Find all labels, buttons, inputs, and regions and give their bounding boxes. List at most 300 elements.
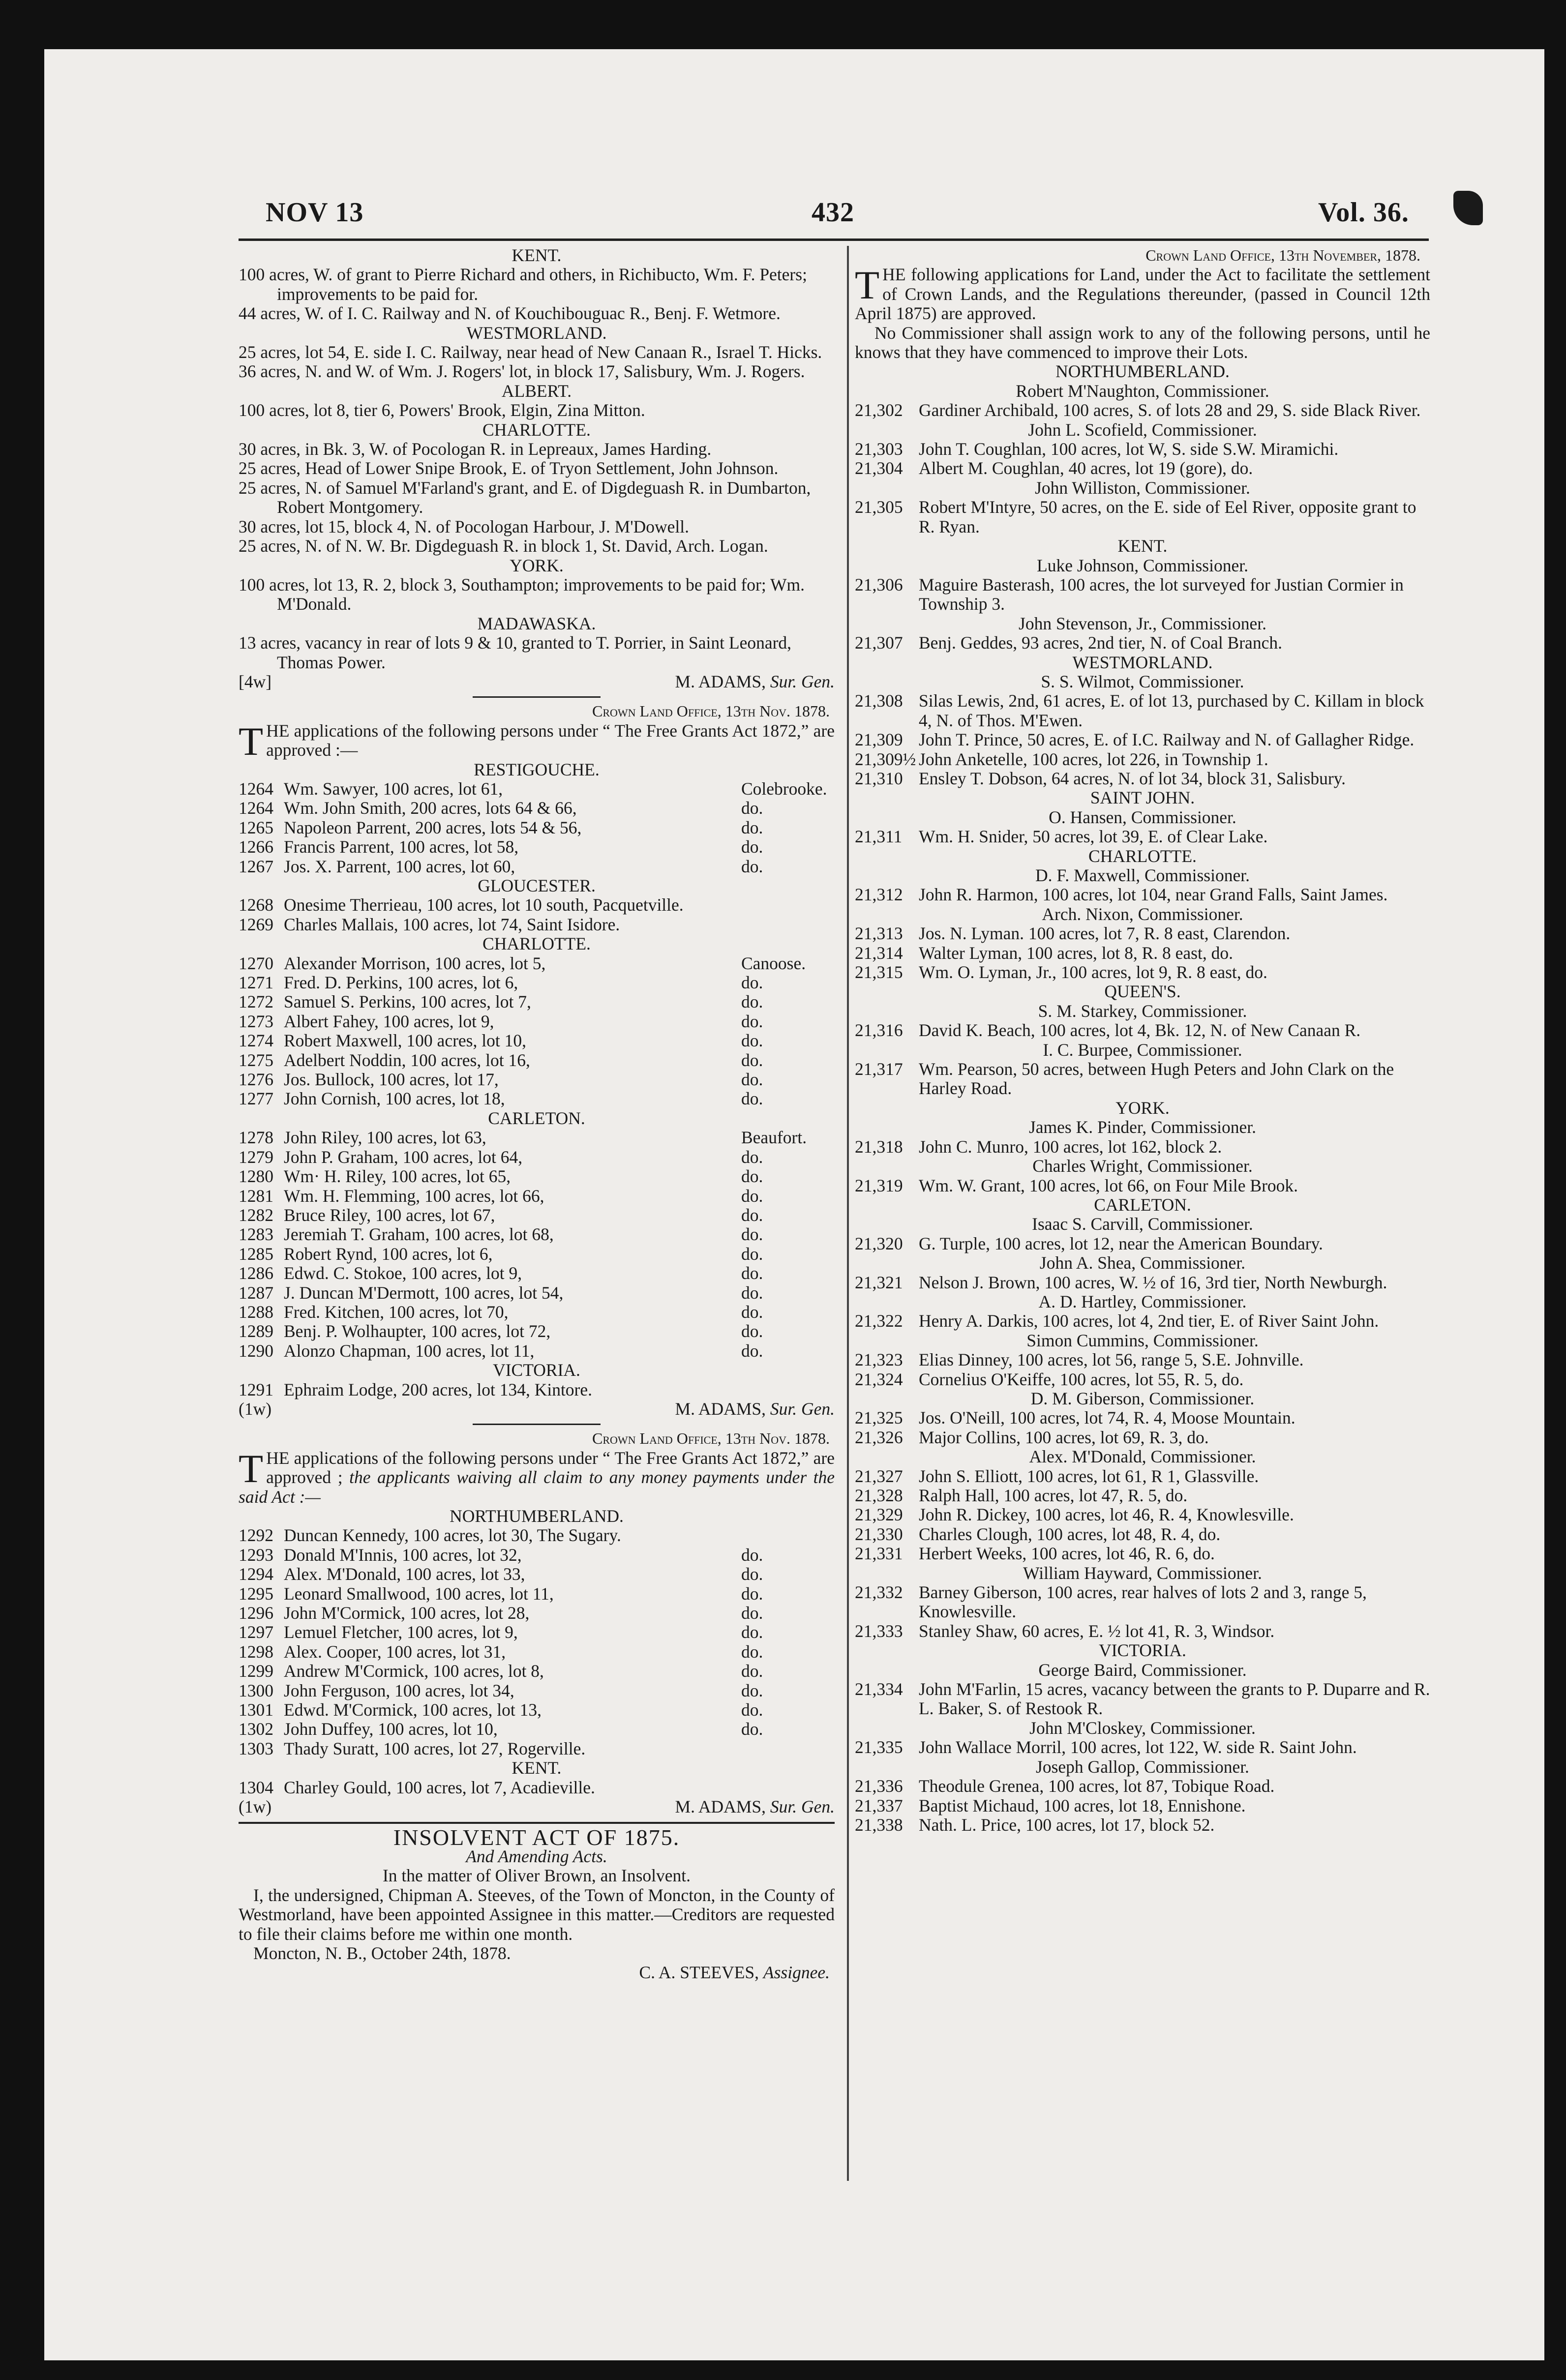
entry-text: Jos. X. Parrent, 100 acres, lot 60, [284,856,515,876]
application-entry [855,1544,1430,1563]
commissioner-name: John Stevenson, Jr., Commissioner. [1019,613,1266,633]
entry-place: do. [741,837,763,857]
notice-matter: In the matter of Oliver Brown, an Insolvent. [382,1866,691,1886]
application-entry [855,885,1430,904]
entry-number: 1278 [239,1128,273,1148]
entry-text: Jos. Bullock, 100 acres, lot 17, [284,1070,499,1090]
application-text: Robert M'Intyre, 50 acres, on the E. side of Eel River, opposite grant to R. Ryan. [919,497,1416,536]
entry-text: Wm. John Smith, 200 acres, lots 64 & 66, [284,798,577,818]
entry-place: do. [741,1282,763,1303]
entry-number: 1288 [239,1302,273,1322]
signer-title: Sur. Gen. [770,1797,835,1817]
gazette-page [44,49,1544,2360]
entry-text: Andrew M'Cormick, 100 acres, lot 8, [284,1661,544,1681]
land-entry: 100 acres, lot 13, R. 2, block 3, Southampton; improvements to be paid for; Wm. M'Donald. [239,574,805,614]
application-entry [855,633,1430,653]
signer-name: M. ADAMS, [675,1797,766,1817]
application-number: 21,309½ [855,749,916,769]
application-number: 21,318 [855,1136,903,1157]
grant-entry [239,1187,835,1206]
entry-place: do. [741,1224,763,1245]
entry-number: 1297 [239,1622,273,1642]
commissioner-name: S. S. Wilmot, Commissioner. [1041,671,1244,691]
entry-place: do. [741,1031,763,1051]
land-entry: 25 acres, lot 54, E. side I. C. Railway, near head of New Canaan R., Israel T. Hicks. [239,342,822,362]
application-number: 21,338 [855,1815,903,1835]
entry-place: do. [741,1147,763,1167]
grant-entry [239,1225,835,1244]
application-number: 21,321 [855,1272,903,1292]
application-number: 21,322 [855,1311,903,1331]
free-grants-list-1 [239,760,835,1399]
application-text: Nelson J. Brown, 100 acres, W. ½ of 16, 3rd tier, North Newburgh. [919,1272,1387,1292]
application-text: John R. Dickey, 100 acres, lot 46, R. 4, Knowlesville. [919,1505,1294,1525]
entry-place: do. [741,1545,763,1565]
grant-entry [239,1148,835,1167]
intro-text: HE applications of the following persons under “ The Free Grants Act 1872,” are approved :— [266,720,835,760]
application-text: Ensley T. Dobson, 64 acres, N. of lot 34, block 31, Salisbury. [919,768,1346,788]
entry-text: Alonzo Chapman, 100 acres, lot 11, [284,1340,535,1361]
grant-entry [239,1089,835,1108]
application-text: G. Turple, 100 acres, lot 12, near the American Boundary. [919,1233,1323,1253]
section-heading: QUEEN'S. [1104,982,1181,1002]
entry-text: John Duffey, 100 acres, lot 10, [284,1719,498,1739]
entry-text: Alexander Morrison, 100 acres, lot 5, [284,953,546,973]
entry-text: Francis Parrent, 100 acres, lot 58, [284,837,519,857]
application-entry [855,1467,1430,1486]
section-rule [473,696,601,698]
entry-place: Canoose. [741,953,806,973]
section-heading: KENT. [512,245,562,265]
entry-place: do. [741,798,763,818]
commissioner-name: Simon Cummins, Commissioner. [1026,1330,1259,1350]
signer-name: M. ADAMS, [675,671,766,691]
entry-number: 1294 [239,1564,273,1584]
entry-number: 1289 [239,1321,273,1341]
application-number: 21,311 [855,827,903,847]
entry-text: Duncan Kennedy, 100 acres, lot 30, The Sugary. [284,1525,621,1546]
entry-place: do. [741,1340,763,1361]
entry-text: Robert Maxwell, 100 acres, lot 10, [284,1031,526,1051]
application-number: 21,333 [855,1621,903,1641]
entry-number: 1301 [239,1700,273,1720]
application-text: John R. Harmon, 100 acres, lot 104, near Grand Falls, Saint James. [919,885,1388,905]
ink-blot-icon [1453,191,1483,225]
entry-place: do. [741,1719,763,1739]
grant-entry [239,1245,835,1264]
commissioner-name: John L. Scofield, Commissioner. [1028,419,1257,440]
grant-entry [239,1322,835,1341]
application-entry [855,1583,1430,1622]
application-entry [855,1370,1430,1389]
entry-number: 1293 [239,1545,273,1565]
application-number: 21,319 [855,1175,903,1195]
application-entry [855,401,1430,420]
entry-place [741,1526,835,1545]
land-entry: 13 acres, vacancy in rear of lots 9 & 10, granted to T. Porrier, in Saint Leonard, Thomas Power. [239,633,792,672]
application-number: 21,313 [855,923,903,944]
land-entry: 25 acres, Head of Lower Snipe Brook, E. of Tryon Settlement, John Johnson. [239,458,779,478]
entry-number: 1264 [239,798,273,818]
application-text: Wm. H. Snider, 50 acres, lot 39, E. of Clear Lake. [919,827,1268,847]
application-number: 21,323 [855,1350,903,1370]
entry-number: 1272 [239,992,273,1012]
application-text: Major Collins, 100 acres, lot 69, R. 3, do. [919,1427,1209,1447]
grant-entry [239,1526,835,1545]
application-text: Benj. Geddes, 93 acres, 2nd tier, N. of Coal Branch. [919,633,1282,653]
application-text: Charles Clough, 100 acres, lot 48, R. 4, do. [919,1524,1221,1544]
entry-number: 1279 [239,1147,273,1167]
application-number: 21,324 [855,1369,903,1389]
entry-text: Charles Mallais, 100 acres, lot 74, Saint Isidore. [284,914,620,934]
application-entry [855,1815,1430,1835]
entry-place: do. [741,1680,763,1700]
office-dateline: Crown Land Office, 13th November, 1878. [1145,246,1420,264]
intro-paragraph [239,1446,835,1507]
grant-entry [239,1264,835,1283]
entry-text: Ephraim Lodge, 200 acres, lot 134, Kintore. [284,1379,593,1399]
entry-number: 1280 [239,1166,273,1187]
application-number: 21,326 [855,1427,903,1447]
application-text: Gardiner Archibald, 100 acres, S. of lots 28 and 29, S. side Black River. [919,400,1421,420]
signer-title: Sur. Gen. [770,1398,835,1419]
entry-text: John M'Cormick, 100 acres, lot 28, [284,1603,530,1623]
entry-place: do. [741,1186,763,1206]
land-entry: 100 acres, W. of grant to Pierre Richard and others, in Richibucto, Wm. F. Peters; improvements to be paid for. [239,265,807,304]
application-entry [855,1738,1430,1757]
application-text: Elias Dinney, 100 acres, lot 56, range 5, S.E. Johnville. [919,1350,1304,1370]
land-entry: 30 acres, in Bk. 3, W. of Pocologan R. in Lepreaux, James Harding. [239,439,712,459]
intro-emphasis: the applicants waiving all claim to any money payments under the said Act :— [239,1467,835,1507]
commissioner-name: Joseph Gallop, Commissioner. [1036,1756,1249,1777]
grant-entry [239,1206,835,1225]
section-heading: NORTHUMBERLAND. [1055,361,1230,382]
section-heading: VICTORIA. [493,1360,580,1380]
application-entry [855,1060,1430,1099]
commissioner-name: S. M. Starkey, Commissioner. [1038,1001,1247,1021]
application-entry [855,1350,1430,1369]
entry-text: Alex. M'Donald, 100 acres, lot 33, [284,1564,525,1584]
entry-text: John P. Graham, 100 acres, lot 64, [284,1147,523,1167]
grant-entry [239,1565,835,1584]
application-text: David K. Beach, 100 acres, lot 4, Bk. 12, N. of New Canaan R. [919,1020,1361,1041]
land-entry: 100 acres, lot 8, tier 6, Powers' Brook, Elgin, Zina Mitton. [239,400,645,420]
entry-place: do. [741,1603,763,1623]
grant-entry [239,1778,835,1797]
entry-place: do. [741,1205,763,1225]
application-entry [855,827,1430,846]
entry-text: Edwd. M'Cormick, 100 acres, lot 13, [284,1700,542,1720]
notice-date: Moncton, N. B., October 24th, 1878. [253,1943,511,1963]
entry-place: Beaufort. [741,1128,807,1148]
grant-entry [239,1070,835,1089]
application-text: John Anketelle, 100 acres, lot 226, in Township 1. [919,749,1268,769]
entry-number: 1290 [239,1340,273,1361]
entry-text: Fred. Kitchen, 100 acres, lot 70, [284,1302,509,1322]
application-number: 21,308 [855,691,903,711]
application-entry [855,1176,1430,1195]
application-text: John M'Farlin, 15 acres, vacancy between the grants to P. Duparre and R. L. Baker, S. of Restook R. [919,1679,1430,1719]
entry-text: Samuel S. Perkins, 100 acres, lot 7, [284,992,531,1012]
entry-number: 1264 [239,778,273,799]
application-number: 21,331 [855,1544,903,1564]
application-entry [855,924,1430,943]
commissioner-name: I. C. Burpee, Commissioner. [1043,1040,1242,1060]
application-number: 21,317 [855,1059,903,1079]
application-number: 21,335 [855,1737,903,1757]
section-heading: YORK. [510,555,564,575]
application-entry [855,1680,1430,1719]
application-entry [855,459,1430,478]
entry-text: Lemuel Fletcher, 100 acres, lot 9, [284,1622,518,1642]
section-heading: SAINT JOHN. [1090,788,1195,808]
commissioner-name: John Williston, Commissioner. [1035,477,1250,498]
entry-place: Colebrooke. [741,778,827,799]
application-number: 21,309 [855,730,903,750]
office-dateline: Crown Land Office, 13th Nov. 1878. [592,702,830,720]
entry-place [741,915,835,934]
application-text: Jos. N. Lyman. 100 acres, lot 7, R. 8 east, Clarendon. [919,923,1291,944]
application-entry [855,1273,1430,1292]
section-rule [473,1424,601,1425]
application-entry [855,1311,1430,1331]
commissioner-name: O. Hansen, Commissioner. [1049,807,1236,827]
entry-number: 1268 [239,895,273,915]
section-heading: CHARLOTTE. [482,934,591,954]
entry-number: 1302 [239,1719,273,1739]
intro-text: HE applications of the following persons under “ The Free Grants Act 1872,” are approved ; [266,1448,835,1488]
grant-entry [239,818,835,837]
grant-entry [239,1681,835,1700]
entry-place [741,895,835,915]
entry-number: 1282 [239,1205,273,1225]
application-text: Theodule Grenea, 100 acres, lot 87, Tobique Road. [919,1776,1275,1796]
application-entry [855,1796,1430,1815]
application-text: Wm. W. Grant, 100 acres, lot 66, on Four Mile Brook. [919,1175,1298,1195]
commissioner-note: No Commissioner shall assign work to any of the following persons, until he knows that they have commenced to improve their Lots. [855,323,1430,362]
insertion-tag: [4w] [239,671,272,691]
insertion-tag: (1w) [239,1797,272,1817]
signer-title: Sur. Gen. [770,671,835,691]
application-text: Nath. L. Price, 100 acres, lot 17, block 52. [919,1815,1215,1835]
application-text: Barney Giberson, 100 acres, rear halves of lots 2 and 3, range 5, Knowlesville. [919,1582,1367,1622]
intro-paragraph [239,718,835,764]
entry-place: do. [741,1700,763,1720]
grant-entry [239,1662,835,1681]
commissioner-name: William Hayward, Commissioner. [1023,1563,1262,1583]
application-text: John S. Elliott, 100 acres, lot 61, R 1, Glassville. [919,1466,1259,1486]
application-entry [855,1505,1430,1524]
land-entry: 36 acres, N. and W. of Wm. J. Rogers' lot, in block 17, Salisbury, Wm. J. Rogers. [239,361,805,382]
application-entry [855,944,1430,963]
assignee-title: Assignee. [763,1963,830,1983]
application-text: Wm. O. Lyman, Jr., 100 acres, lot 9, R. 8 east, do. [919,962,1267,982]
entry-place [741,1739,835,1758]
entry-number: 1277 [239,1089,273,1109]
grant-entry [239,857,835,876]
entry-place [741,1778,835,1797]
grant-entry [239,1700,835,1720]
entry-place: do. [741,1564,763,1584]
land-entry: 25 acres, N. of N. W. Br. Digdeguash R. in block 1, St. David, Arch. Logan. [239,536,768,556]
notice-subtitle: And Amending Acts. [466,1846,607,1866]
application-number: 21,325 [855,1408,903,1428]
commissioner-name: James K. Pinder, Commissioner. [1028,1117,1257,1137]
section-heading: CARLETON. [488,1108,585,1128]
application-entry [855,1021,1430,1040]
entry-number: 1283 [239,1224,273,1245]
application-entry [855,730,1430,749]
signature-line [239,1797,835,1816]
entry-place: do. [741,1622,763,1642]
entry-text: Jeremiah T. Graham, 100 acres, lot 68, [284,1224,554,1245]
section-heading: RESTIGOUCHE. [474,759,600,779]
entry-text: John Ferguson, 100 acres, lot 34, [284,1680,514,1700]
entry-text: J. Duncan M'Dermott, 100 acres, lot 54, [284,1282,564,1303]
grant-entry [239,837,835,857]
application-number: 21,314 [855,943,903,963]
commissioner-name: Isaac S. Carvill, Commissioner. [1032,1214,1253,1234]
entry-place: do. [741,817,763,837]
settlement-list [855,362,1430,1835]
grant-entry [239,1380,835,1399]
commissioner-name: D. M. Giberson, Commissioner. [1030,1388,1255,1408]
notice-body: I, the undersigned, Chipman A. Steeves, of the Town of Moncton, in the County of Westmorland, have been appointed Assignee in this matter.—Creditors are requested to file their claims before me within one month. [239,1885,835,1944]
application-entry [855,440,1430,459]
grant-entry [239,1303,835,1322]
header-page-number: 432 [812,197,854,228]
entry-number: 1270 [239,953,273,973]
application-number: 21,310 [855,768,903,788]
section-heading: KENT. [1117,536,1168,556]
application-number: 21,328 [855,1486,903,1505]
application-entry [855,1428,1430,1447]
section-heading: CHARLOTTE. [1088,846,1197,866]
entry-text: Benj. P. Wolhaupter, 100 acres, lot 72, [284,1321,551,1341]
entry-text: Onesime Therrieau, 100 acres, lot 10 south, Pacquetville. [284,895,684,915]
grant-entry [239,973,835,992]
section-heading: VICTORIA. [1099,1640,1186,1661]
entry-number: 1299 [239,1661,273,1681]
entry-place: do. [741,1050,763,1070]
application-entry [855,1234,1430,1253]
entry-number: 1266 [239,837,273,857]
entry-text: Wm· H. Riley, 100 acres, lot 65, [284,1166,511,1187]
application-text: Walter Lyman, 100 acres, lot 8, R. 8 east, do. [919,943,1233,963]
insertion-tag: (1w) [239,1398,272,1419]
application-number: 21,336 [855,1776,903,1796]
drop-cap: T [239,718,264,764]
application-number: 21,334 [855,1679,903,1699]
entry-place: do. [741,1089,763,1109]
application-entry [855,1525,1430,1544]
entry-place [741,1380,835,1399]
entry-place: do. [741,1011,763,1031]
entry-text: Thady Suratt, 100 acres, lot 27, Rogerville. [284,1738,586,1758]
entry-place: do. [741,1641,763,1662]
entry-text: Robert Rynd, 100 acres, lot 6, [284,1244,493,1264]
application-number: 21,329 [855,1505,903,1525]
grant-entry [239,1031,835,1050]
commissioner-name: Charles Wright, Commissioner. [1032,1156,1253,1176]
entry-place: do. [741,1321,763,1341]
application-entry [855,1622,1430,1641]
commissioner-name: Alex. M'Donald, Commissioner. [1029,1447,1256,1467]
application-text: John T. Prince, 50 acres, E. of I.C. Railway and N. of Gallagher Ridge. [919,730,1415,750]
entry-text: Alex. Cooper, 100 acres, lot 31, [284,1641,506,1662]
entry-number: 1303 [239,1738,273,1758]
entry-text: Bruce Riley, 100 acres, lot 67, [284,1205,495,1225]
land-entry: 44 acres, W. of I. C. Railway and N. of Kouchibouguac R., Benj. F. Wetmore. [239,303,781,324]
section-heading: WESTMORLAND. [466,323,607,343]
grant-entry [239,1623,835,1642]
entry-text: John Riley, 100 acres, lot 63, [284,1128,486,1148]
grant-entry [239,1341,835,1361]
application-entry [855,1486,1430,1505]
notice-title: INSOLVENT ACT OF 1875. [393,1824,680,1850]
application-number: 21,327 [855,1466,903,1486]
entry-text: Donald M'Innis, 100 acres, lot 32, [284,1545,522,1565]
entry-number: 1269 [239,914,273,934]
entry-number: 1298 [239,1641,273,1662]
application-text: John C. Munro, 100 acres, lot 162, block 2. [919,1136,1222,1157]
application-entry [855,498,1430,536]
application-text: John T. Coughlan, 100 acres, lot W, S. side S.W. Miramichi. [919,439,1339,459]
drop-cap: T [855,263,880,308]
grant-entry [239,1546,835,1565]
header-date: NOV 13 [266,197,364,228]
entry-number: 1265 [239,817,273,837]
header-volume: Vol. 36. [1318,197,1409,228]
application-number: 21,337 [855,1795,903,1815]
commissioner-name: Arch. Nixon, Commissioner. [1042,904,1243,924]
application-entry [855,575,1430,614]
application-text: Henry A. Darkis, 100 acres, lot 4, 2nd tier, E. of River Saint John. [919,1311,1379,1331]
entry-number: 1287 [239,1282,273,1303]
application-number: 21,312 [855,885,903,905]
grant-entry [239,1283,835,1303]
application-entry [855,691,1430,730]
section-heading: GLOUCESTER. [478,876,596,895]
section-rule [239,1822,835,1824]
grant-entry [239,1720,835,1739]
entry-place: do. [741,1166,763,1187]
application-number: 21,304 [855,458,903,478]
application-entry [855,769,1430,788]
application-number: 21,332 [855,1582,903,1603]
entry-number: 1304 [239,1777,273,1797]
right-column [855,246,1430,1835]
application-text: Wm. Pearson, 50 acres, between Hugh Peters and John Clark on the Harley Road. [919,1059,1394,1099]
entry-place: do. [741,1244,763,1264]
commissioner-name: Luke Johnson, Commissioner. [1037,555,1248,575]
application-entry [855,1777,1430,1796]
application-text: Stanley Shaw, 60 acres, E. ½ lot 41, R. 3, Windsor. [919,1621,1275,1641]
entry-number: 1267 [239,856,273,876]
grant-entry [239,1642,835,1662]
entry-place: do. [741,1302,763,1322]
left-column [239,246,835,1983]
application-text: Albert M. Coughlan, 40 acres, lot 19 (gore), do. [919,458,1253,478]
entry-number: 1271 [239,973,273,993]
application-number: 21,306 [855,574,903,595]
application-text: Maguire Basterash, 100 acres, the lot surveyed for Justian Cormier in Township 3. [919,574,1404,614]
entry-number: 1276 [239,1070,273,1090]
section-heading: YORK. [1115,1098,1170,1118]
grant-entry [239,1012,835,1031]
entry-place: do. [741,1263,763,1283]
grant-entry [239,895,835,915]
